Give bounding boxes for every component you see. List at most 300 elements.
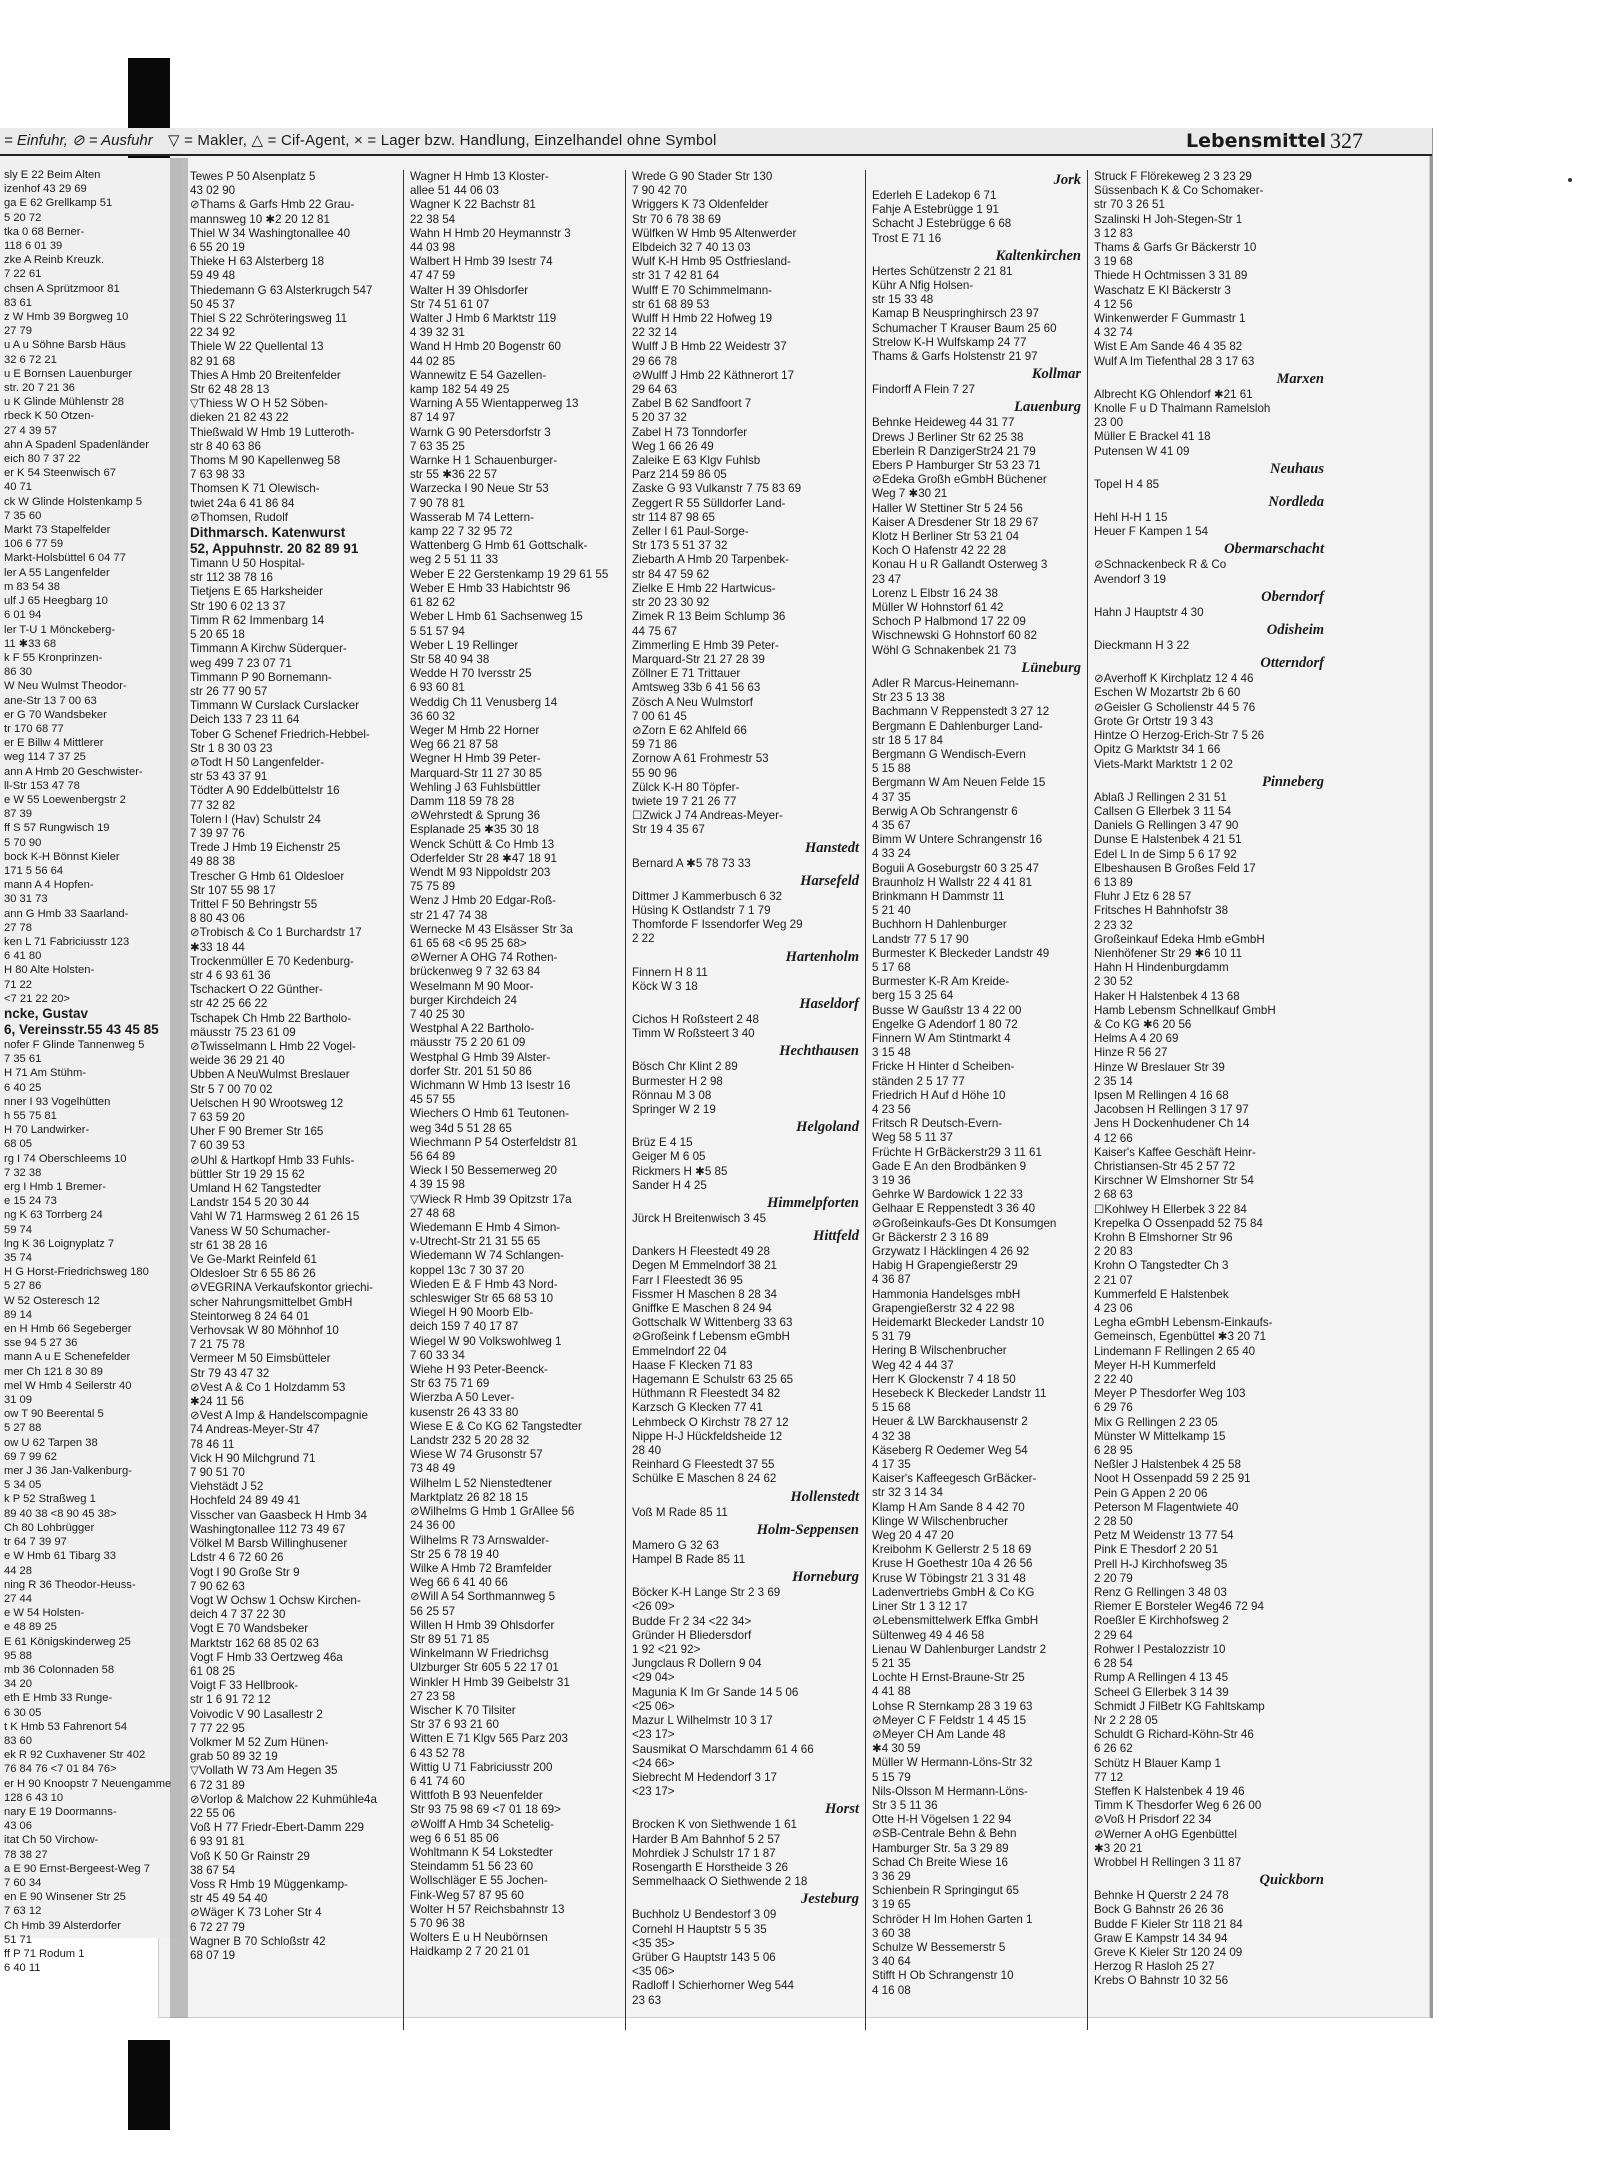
directory-entry: 4 41 88 [872, 1685, 911, 1699]
directory-entry: 50 45 37 [190, 297, 236, 311]
directory-entry: 38 67 54 [190, 1863, 236, 1877]
directory-entry: Warnke H 1 Schauenburger- [410, 454, 558, 468]
fragment-entry: k F 55 Kronprinzen- [4, 651, 103, 664]
fragment-entry: 83 60 [4, 1734, 32, 1747]
directory-entry: Budde Fr 2 34 <22 34> [632, 1614, 752, 1628]
directory-entry: ⊘SB-Centrale Behn & Behn [872, 1827, 1017, 1841]
directory-entry: Haidkamp 2 7 20 21 01 [410, 1945, 530, 1959]
fragment-entry: 34 20 [4, 1678, 32, 1691]
directory-entry: str 1 6 91 72 12 [190, 1693, 271, 1707]
fragment-entry: lng K 36 Loignyplatz 7 [4, 1237, 115, 1250]
fragment-entry: 6 30 05 [4, 1706, 42, 1719]
directory-entry: Nippe H-J Hückfeldsheide 12 [632, 1429, 783, 1443]
fragment-entry: rbeck K 50 Otzen- [4, 410, 95, 423]
fragment-entry: sly E 22 Beim Alten [4, 169, 101, 181]
place-heading: Neuhaus [1270, 460, 1324, 477]
directory-entry: Voß K 50 Gr Rainstr 29 [190, 1849, 310, 1863]
directory-entry: 56 25 57 [410, 1604, 456, 1618]
fragment-entry: 87 39 [4, 808, 32, 821]
directory-entry: 77 32 82 [190, 798, 236, 812]
directory-entry: Fritsches H Bahnhofstr 38 [1094, 904, 1229, 918]
directory-entry: Ve Ge-Markt Reinfeld 61 [190, 1253, 317, 1267]
directory-entry: Kummerfeld E Halstenbek [1094, 1287, 1229, 1301]
directory-entry: Weg 66 6 41 40 66 [410, 1576, 508, 1590]
directory-entry: Vick H 90 Milchgrund 71 [190, 1451, 316, 1465]
fragment-entry: k P 52 Straßweg 1 [4, 1493, 96, 1506]
directory-entry: Mazur L Wilhelmstr 10 3 17 [632, 1714, 773, 1728]
directory-entry: Thams & Garfs Holstenstr 21 97 [872, 350, 1038, 364]
header-legend-left: = Einfuhr, ⊘ = Ausfuhr [4, 132, 153, 149]
directory-entry: Thießwald W Hmb 19 Lutteroth- [190, 425, 355, 439]
directory-entry: Degen M Emmelndorf 38 21 [632, 1259, 777, 1273]
directory-entry: ⊘Trobisch & Co 1 Burchardstr 17 [190, 926, 362, 940]
directory-entry: Pink E Thesdorf 2 20 51 [1094, 1543, 1219, 1557]
directory-entry: 47 47 59 [410, 269, 456, 283]
directory-entry: 61 82 62 [410, 596, 456, 610]
fragment-entry: 68 05 [4, 1138, 32, 1151]
header-legend: ▽ = Makler, △ = Cif-Agent, × = Lager bzw. Handlung, Einzelhandel ohne Symbol [168, 132, 717, 149]
page-number: 327 [1330, 128, 1363, 153]
directory-entry: Hüthmann R Fleestedt 34 82 [632, 1387, 781, 1401]
directory-entry: allee 51 44 06 03 [410, 184, 499, 198]
directory-entry: Geiger M 6 05 [632, 1150, 706, 1164]
directory-entry: ☐Kohlwey H Ellerbek 3 22 84 [1094, 1202, 1247, 1216]
directory-entry: Reinhard G Fleestedt 37 55 [632, 1458, 775, 1472]
directory-entry: 3 40 64 [872, 1955, 911, 1969]
directory-entry: Elbdeich 32 7 40 13 03 [632, 241, 751, 255]
fragment-entry: ow U 62 Tarpen 38 [4, 1436, 98, 1449]
fragment-entry: t K Hmb 53 Fahrenort 54 [4, 1720, 128, 1733]
page-edge [1430, 128, 1433, 2018]
directory-entry: Petz M Weidenstr 13 77 54 [1094, 1529, 1234, 1543]
fragment-entry: 171 5 56 64 [4, 864, 64, 877]
directory-entry: Adler R Marcus-Heinemann- [872, 676, 1019, 690]
directory-entry: 61 08 25 [190, 1664, 236, 1678]
directory-entry: Timm K Thesdorfer Weg 6 26 00 [1094, 1799, 1262, 1813]
directory-entry: Ubben A NeuWulmst Breslauer [190, 1068, 350, 1082]
fragment-entry: e W 54 Holsten- [4, 1607, 85, 1620]
directory-entry: 4 39 32 31 [410, 326, 465, 340]
directory-entry: mäusstr 75 2 20 61 09 [410, 1036, 526, 1050]
fragment-entry: sse 94 5 27 36 [4, 1337, 78, 1350]
fragment-entry: a E 90 Ernst-Bergeest-Weg 7 [4, 1862, 150, 1875]
directory-column-5 [1088, 170, 1330, 2030]
directory-entry: Weg 42 4 44 37 [872, 1358, 954, 1372]
directory-entry: Kreibohm K Gellerstr 2 5 18 69 [872, 1543, 1032, 1557]
directory-entry: Radloff I Schierhorner Weg 544 [632, 1979, 794, 1993]
directory-entry: Weber L 19 Rellinger [410, 638, 519, 652]
directory-entry: Wöhl G Schnakenbek 21 73 [872, 643, 1017, 657]
directory-entry: Kamap B Neuspringhirsch 23 97 [872, 307, 1039, 321]
directory-entry: Landstr 232 5 20 28 32 [410, 1434, 530, 1448]
directory-entry: Graw E Kampstr 14 34 94 [1094, 1931, 1228, 1945]
directory-entry: Hertes Schützenstr 2 21 81 [872, 264, 1013, 278]
directory-entry: ☐Zwick J 74 Andreas-Meyer- [632, 809, 783, 823]
directory-entry: 7 63 35 25 [410, 439, 465, 453]
directory-entry: Klinge W Wilschenbrucher [872, 1514, 1008, 1528]
directory-entry: Gehrke W Bardowick 1 22 33 [872, 1188, 1023, 1202]
directory-entry: Zimek R 13 Beim Schlump 36 [632, 610, 786, 624]
directory-entry: Wiedemann E Hmb 4 Simon- [410, 1221, 561, 1235]
directory-entry: Heuer F Kampen 1 54 [1094, 525, 1209, 539]
directory-entry: Tietjens E 65 Harksheider [190, 585, 323, 599]
directory-entry: Schröder H Im Hohen Garten 1 [872, 1912, 1033, 1926]
directory-entry: Kaiser A Dresdener Str 18 29 67 [872, 515, 1039, 529]
directory-entry: Legha eGmbH Lebensm-Einkaufs- [1094, 1316, 1273, 1330]
fragment-entry: bock K-H Bönnst Kieler [4, 850, 120, 863]
directory-entry: Bergmann E Dahlenburger Land- [872, 719, 1043, 733]
directory-entry: Wattenberg G Hmb 61 Gottschalk- [410, 539, 588, 553]
directory-entry: Renz G Rellingen 3 48 03 [1094, 1586, 1227, 1600]
directory-entry: 5 17 68 [872, 960, 911, 974]
directory-entry: Landstr 154 5 20 30 44 [190, 1196, 310, 1210]
directory-entry: Fricke H Hinter d Scheiben- [872, 1060, 1015, 1074]
directory-entry: Zösch A Neu Wulmstorf [632, 695, 753, 709]
directory-entry: str 21 47 74 38 [410, 908, 488, 922]
fragment-entry: ler T-U 1 Mönckeberg- [4, 623, 116, 636]
directory-entry: 23 47 [872, 572, 902, 586]
directory-entry: Burmester K-R Am Kreide- [872, 975, 1010, 989]
directory-entry: Schütz H Blauer Kamp 1 [1094, 1756, 1221, 1770]
directory-entry: Schoch P Halbmond 17 22 09 [872, 615, 1026, 629]
fragment-entry: itat Ch 50 Virchow- [4, 1834, 99, 1847]
directory-entry: 6 93 60 81 [410, 681, 465, 695]
directory-entry: Waschatz E Kl Bäckerstr 3 [1094, 283, 1231, 297]
directory-entry: 7 21 75 78 [190, 1338, 245, 1352]
directory-entry: Szalinski H Joh-Stegen-Str 1 [1094, 212, 1243, 226]
directory-entry: Nr 2 2 28 05 [1094, 1713, 1158, 1727]
directory-entry: 2 30 52 [1094, 975, 1133, 989]
directory-entry: Dieckmann H 3 22 [1094, 639, 1190, 653]
directory-entry: Finnern H 8 11 [632, 965, 708, 979]
directory-entry: Haase F Klecken 71 83 [632, 1358, 753, 1372]
directory-entry: ▽Vollath W 73 Am Hegen 35 [190, 1764, 338, 1778]
directory-entry: Haller W Stettiner Str 5 24 56 [872, 501, 1023, 515]
directory-entry: Farr I Fleestedt 36 95 [632, 1273, 743, 1287]
fragment-entry: 44 28 [4, 1564, 32, 1577]
directory-entry: 56 64 89 [410, 1150, 456, 1164]
directory-entry: Zimmerling E Hmb 39 Peter- [632, 638, 779, 652]
directory-entry: Topel H 4 85 [1094, 477, 1160, 491]
directory-entry: Noot H Ossenpadd 59 2 25 91 [1094, 1472, 1251, 1486]
directory-entry: 36 60 32 [410, 709, 456, 723]
directory-entry: 3 15 48 [872, 1046, 911, 1060]
directory-entry: dorfer Str. 201 51 50 86 [410, 1064, 532, 1078]
directory-entry: Zülck K-H 80 Töpfer- [632, 780, 740, 794]
directory-entry: ⊘Meyer C F Feldstr 1 4 45 15 [872, 1713, 1027, 1727]
fragment-entry: 27 79 [4, 325, 32, 338]
directory-entry: Ladenvertriebs GmbH & Co KG [872, 1585, 1035, 1599]
directory-entry: Fluhr J Etz 6 28 57 [1094, 890, 1192, 904]
directory-entry: 7 60 33 34 [410, 1348, 465, 1362]
directory-entry: Schumacher T Krauser Baum 25 60 [872, 321, 1057, 335]
directory-entry: Wenck Schütt & Co Hmb 13 [410, 837, 555, 851]
directory-entry: Walbert H Hmb 39 Isestr 74 [410, 255, 553, 269]
directory-entry: Str 63 75 71 69 [410, 1377, 490, 1391]
directory-entry: Thiede H Ochtmissen 3 31 89 [1094, 269, 1248, 283]
directory-entry: Dankers H Fleestedt 49 28 [632, 1245, 770, 1259]
directory-entry: Putensen W 41 09 [1094, 444, 1190, 458]
fragment-entry: eth E Hmb 33 Runge- [4, 1692, 113, 1705]
fragment-entry: 7 60 34 [4, 1876, 42, 1889]
directory-entry: Kaiser's Kaffee Geschäft Heinr- [1094, 1145, 1256, 1159]
directory-entry: 4 39 15 98 [410, 1178, 465, 1192]
directory-entry: kamp 22 7 32 95 72 [410, 525, 513, 539]
fragment-entry: 31 09 [4, 1394, 32, 1407]
fragment-entry: ncke, Gustav [4, 1005, 89, 1021]
fragment-entry: rg I 74 Oberschleems 10 [4, 1152, 127, 1165]
directory-entry: Ablaß J Rellingen 2 31 51 [1094, 790, 1227, 804]
fragment-entry: en E 90 Winsener Str 25 [4, 1891, 126, 1904]
directory-entry: str 61 68 89 53 [632, 297, 710, 311]
directory-entry: Kühr A Nfig Holsen- [872, 279, 974, 293]
directory-entry: 3 19 65 [872, 1898, 911, 1912]
fragment-entry: H G Horst-Friedrichsweg 180 [4, 1266, 149, 1279]
directory-entry: Damm 118 59 78 28 [410, 794, 515, 808]
directory-entry: <35 35> [632, 1936, 675, 1950]
directory-entry: Tschackert O 22 Günther- [190, 983, 323, 997]
directory-entry: Zornow A 61 Frohmestr 53 [632, 752, 769, 766]
directory-entry: Wiedemann W 74 Schlangen- [410, 1249, 565, 1263]
directory-entry: Rönnau M 3 08 [632, 1088, 712, 1102]
directory-entry: Wischer K 70 Tilsiter [410, 1703, 516, 1717]
directory-entry: Walter H 39 Ohlsdorfer [410, 283, 529, 297]
directory-entry: Jürck H Breitenwisch 3 45 [632, 1212, 767, 1225]
directory-entry: ⊘Vest A & Co 1 Holzdamm 53 [190, 1380, 346, 1394]
directory-entry: 44 02 85 [410, 354, 456, 368]
directory-entry: twiet 24a 6 41 86 84 [190, 496, 295, 510]
directory-entry: ⊘Wolff A Hmb 34 Schetelig- [410, 1817, 554, 1831]
directory-entry: Marquard-Str 11 27 30 85 [410, 766, 542, 780]
directory-entry: Buchhorn H Dahlenburger [872, 918, 1007, 932]
directory-entry: Helms A 4 20 69 [1094, 1032, 1179, 1046]
directory-entry: 75 75 89 [410, 880, 456, 894]
directory-entry: Westphal A 22 Bartholo- [410, 1022, 535, 1036]
place-heading: Haseldorf [799, 995, 859, 1012]
directory-entry: str 45 49 54 40 [190, 1892, 268, 1906]
directory-entry: ⊘Twisselmann L Hmb 22 Vogel- [190, 1039, 356, 1053]
directory-entry: Str 1 8 30 03 23 [190, 741, 273, 755]
fragment-entry: ow T 90 Beerental 5 [4, 1408, 104, 1421]
directory-entry: Hehl H-H 1 15 [1094, 511, 1168, 525]
directory-entry: Hintze O Herzog-Erich-Str 7 5 26 [1094, 729, 1265, 743]
directory-entry: weg 34d 5 51 28 65 [410, 1121, 512, 1135]
directory-entry: Neßler J Halstenbek 4 25 58 [1094, 1458, 1241, 1472]
place-heading: Himmelpforten [767, 1195, 859, 1211]
directory-entry: 4 23 06 [1094, 1302, 1133, 1316]
directory-entry: Schuldt G Richard-Köhn-Str 46 [1094, 1728, 1254, 1742]
directory-entry: Volkmer M 52 Zum Hünen- [190, 1735, 329, 1749]
fragment-entry: ler A 55 Langenfelder [4, 566, 110, 579]
directory-entry: Wist E Am Sande 46 4 35 82 [1094, 340, 1243, 354]
directory-entry: 4 23 56 [872, 1102, 911, 1116]
directory-entry: Weg 66 21 87 58 [410, 738, 499, 752]
directory-entry: Großeinkauf Edeka Hmb eGmbH [1094, 932, 1265, 946]
directory-entry: Jungclaus R Dollern 9 04 [632, 1657, 762, 1671]
directory-entry: Eberlein R DanzigerStr24 21 79 [872, 444, 1036, 458]
directory-entry: str 53 43 37 91 [190, 770, 268, 784]
directory-entry: Bachmann V Reppenstedt 3 27 12 [872, 705, 1050, 719]
directory-entry: Timmann A Kirchw Süderquer- [190, 642, 347, 656]
directory-entry: 5 70 96 38 [410, 1916, 465, 1930]
directory-entry: Grapengießerstr 32 4 22 98 [872, 1301, 1015, 1315]
directory-entry: Lindemann F Rellingen 2 65 40 [1094, 1344, 1256, 1358]
directory-entry: Warzecka I 90 Neue Str 53 [410, 482, 549, 496]
directory-entry: Fahje A Estebrügge 1 91 [872, 203, 999, 217]
directory-entry: Winkler H Hmb 39 Geibelstr 31 [410, 1675, 570, 1689]
directory-entry: 45 57 55 [410, 1093, 456, 1107]
directory-entry: 4 33 24 [872, 847, 911, 861]
directory-entry: Engelke G Adendorf 1 80 72 [872, 1017, 1018, 1031]
place-heading: Odisheim [1266, 622, 1324, 639]
place-heading: Obermarschacht [1224, 541, 1324, 558]
directory-entry: Gade E An den Brodbänken 9 [872, 1159, 1027, 1173]
directory-entry: Schulze W Bessemerstr 5 [872, 1940, 1006, 1954]
fragment-entry: 86 30 [4, 666, 32, 679]
directory-entry: Burmester K Bleckeder Landstr 49 [872, 946, 1050, 960]
directory-entry: Weger M Hmb 22 Horner [410, 723, 540, 737]
directory-entry: Timmann W Curslack Curslacker [190, 699, 359, 713]
directory-entry: 61 65 68 <6 95 25 68> [410, 936, 527, 950]
fragment-entry: ken L 71 Fabriciusstr 123 [4, 935, 130, 948]
directory-entry: Wilke A Hmb 72 Bramfelder [410, 1561, 552, 1575]
directory-entry: 73 48 49 [410, 1462, 456, 1476]
directory-entry: Steffen K Halstenbek 4 19 46 [1094, 1784, 1245, 1798]
fragment-entry: <7 21 22 20> [4, 992, 70, 1005]
directory-entry: Magunia K Im Gr Sande 14 5 06 [632, 1685, 799, 1699]
fragment-entry: e W Hmb 61 Tibarg 33 [4, 1550, 116, 1563]
directory-entry: Str 173 5 51 37 32 [632, 539, 728, 553]
fragment-entry: 6 41 80 [4, 950, 42, 963]
fragment-entry: 5 70 90 [4, 836, 42, 849]
directory-entry: str 114 87 98 65 [632, 510, 715, 524]
directory-entry: Timm W Roßsteert 3 40 [632, 1027, 755, 1041]
directory-entry: Harder B Am Bahnhof 5 2 57 [632, 1832, 781, 1846]
directory-entry: ⊘Schnackenbeck R & Co [1094, 558, 1227, 572]
fragment-entry: 89 40 38 <8 90 45 38> [4, 1507, 117, 1520]
directory-entry: Lehmbeck O Kirchstr 78 27 12 [632, 1415, 789, 1429]
directory-entry: 82 91 68 [190, 354, 236, 368]
fragment-entry: eich 80 7 37 22 [4, 453, 81, 466]
directory-entry: Springer W 2 19 [632, 1102, 716, 1116]
directory-entry: 4 32 38 [872, 1429, 911, 1443]
directory-entry: Bock G Bahnstr 26 26 36 [1094, 1903, 1224, 1917]
directory-entry: Gr Bäckerstr 2 3 16 89 [872, 1230, 989, 1244]
fragment-entry: 6 01 94 [4, 609, 42, 622]
directory-entry: Steintorweg 8 24 64 01 [190, 1309, 310, 1323]
directory-entry: Voß M Rade 85 11 [632, 1505, 728, 1519]
fragment-entry: ane-Str 13 7 00 63 [4, 694, 97, 707]
directory-entry: ⊘Wäger K 73 Loher Str 4 [190, 1906, 322, 1920]
directory-entry: ständen 2 5 17 77 [872, 1074, 965, 1088]
directory-entry: 3 19 68 [1094, 255, 1133, 269]
directory-entry: Washingtonallee 112 73 49 67 [190, 1522, 346, 1536]
place-heading: Horneburg [792, 1569, 859, 1586]
directory-entry: Wulff E 70 Schimmelmann- [632, 283, 773, 297]
directory-entry: Timann U 50 Hospital- [190, 557, 305, 571]
fragment-entry: 27 4 39 57 [4, 424, 57, 437]
directory-entry: Gelhaar E Reppenstedt 3 36 40 [872, 1202, 1036, 1216]
directory-entry: Zaleike E 63 Klgv Fuhlsb [632, 454, 761, 468]
directory-entry: deich 159 7 40 17 87 [410, 1320, 519, 1334]
fragment-entry: 30 31 73 [4, 893, 48, 906]
fragment-entry: e 48 89 25 [4, 1621, 57, 1634]
directory-entry: Tschapek Ch Hmb 22 Bartholo- [190, 1011, 352, 1025]
directory-entry: 68 07 19 [190, 1948, 236, 1962]
directory-entry: Amtsweg 33b 6 41 56 63 [632, 681, 761, 695]
directory-entry: str 61 38 28 16 [190, 1238, 268, 1252]
directory-entry: Sausmikat O Marschdamm 61 4 66 [632, 1742, 814, 1756]
directory-entry: ⊘Vest A Imp & Handelscompagnie [190, 1409, 368, 1423]
directory-entry: str 18 5 17 84 [872, 733, 943, 747]
directory-entry: 87 14 97 [410, 411, 456, 425]
directory-entry: Brüz E 4 15 [632, 1136, 693, 1150]
directory-entry: Umland H 62 Tangstedter [190, 1182, 322, 1196]
directory-entry: Tober G Schenef Friedrich-Hebbel- [190, 727, 370, 741]
directory-entry: Lorenz L Elbstr 16 24 38 [872, 586, 998, 600]
place-heading: Lauenburg [1014, 399, 1081, 416]
directory-entry: Pein G Appen 2 20 06 [1094, 1486, 1208, 1500]
directory-entry: Viehstädt J 52 [190, 1480, 264, 1494]
directory-entry: Wohltmann K 54 Lokstedter [410, 1845, 553, 1859]
directory-entry: Krebs O Bahnstr 10 32 56 [1094, 1974, 1229, 1988]
directory-entry: Wedde H 70 Iversstr 25 [410, 667, 532, 681]
directory-entry: Braunholz H Wallstr 22 4 41 81 [872, 875, 1033, 889]
directory-entry: Münster W Mittelkamp 15 [1094, 1429, 1226, 1443]
directory-entry: Nienhöfener Str 29 ✱6 10 11 [1094, 946, 1243, 960]
directory-entry: Köck W 3 18 [632, 979, 698, 993]
directory-entry: 5 15 88 [872, 762, 911, 776]
directory-entry: Wulf K-H Hmb 95 Ostfriesland- [632, 255, 791, 269]
fragment-entry: 83 61 [4, 296, 32, 309]
directory-entry: Burmester H 2 98 [632, 1074, 723, 1088]
directory-entry: Zabel H 73 Tonndorfer [632, 425, 748, 439]
directory-entry: scher Nahrungsmittelbet GmbH [190, 1295, 353, 1309]
directory-columns [184, 170, 1330, 2030]
directory-entry: 5 21 40 [872, 904, 911, 918]
directory-entry: Ebers P Hamburger Str 53 23 71 [872, 459, 1041, 473]
fragment-entry: 5 20 72 [4, 211, 42, 224]
directory-entry: Wahn H Hmb 20 Heymannstr 3 [410, 226, 571, 240]
fragment-entry: 27 44 [4, 1592, 32, 1605]
directory-entry: Weg 7 ✱30 21 [872, 487, 948, 501]
directory-entry: 78 46 11 [190, 1437, 235, 1451]
place-heading: Hittfeld [813, 1228, 859, 1245]
fragment-entry: 69 7 99 62 [4, 1450, 57, 1463]
place-heading: Nordleda [1268, 494, 1324, 511]
directory-entry: Völkel M Barsb Willinghusener [190, 1537, 348, 1551]
directory-entry: Marquard-Str 21 27 28 39 [632, 652, 765, 666]
directory-entry: Wichmann W Hmb 13 Isestr 16 [410, 1079, 571, 1092]
directory-entry: 23 00 [1094, 416, 1124, 430]
directory-entry: Weber E Hmb 33 Habichtstr 96 [410, 581, 571, 595]
directory-entry: Voivodic V 90 Lasallestr 2 [190, 1707, 323, 1721]
directory-entry: Vogt E 70 Wandsbeker [190, 1622, 309, 1636]
directory-entry: Wolters E u H Neubörnsen [410, 1931, 548, 1945]
directory-entry: Str 89 51 71 85 [410, 1632, 490, 1646]
directory-entry: 22 55 06 [190, 1806, 236, 1820]
directory-entry: Vogt F Hmb 33 Oertzweg 46a [190, 1650, 343, 1664]
directory-entry: mäusstr 75 23 61 09 [190, 1025, 296, 1039]
directory-entry: Wulf A Im Tiefenthal 28 3 17 63 [1094, 354, 1255, 368]
directory-entry: Wagner K 22 Bachstr 81 [410, 198, 536, 212]
directory-entry: <23 17> [632, 1728, 675, 1742]
directory-entry: Tewes P 50 Alsenplatz 5 [190, 170, 316, 183]
fragment-entry: ning R 36 Theodor-Heuss- [4, 1578, 136, 1591]
directory-entry: 2 68 63 [1094, 1188, 1133, 1202]
directory-entry: dieken 21 82 43 22 [190, 411, 289, 425]
directory-entry: berg 15 3 25 64 [872, 989, 954, 1003]
